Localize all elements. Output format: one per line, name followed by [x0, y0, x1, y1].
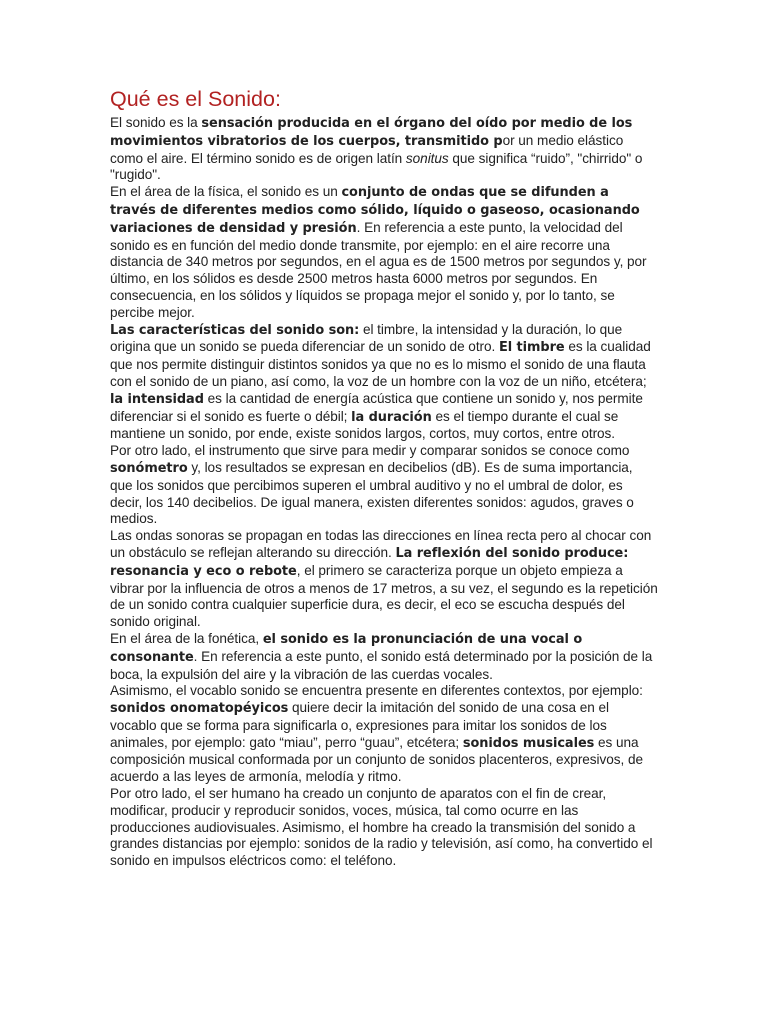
bold-text: la intensidad: [110, 391, 204, 407]
text-run: es la cantidad de energía acústica que contiene un sonido y, nos permite diferenciar si el sonido es fuerte o débil;: [110, 390, 643, 424]
bold-text: El timbre: [499, 340, 565, 356]
bold-text: sonómetro: [110, 460, 188, 476]
text-run: es una composición musical conformada por un conjunto de sonidos placenteros, expresivos, de acuerdo a las leyes de armonía, melodía y ritmo.: [110, 734, 644, 785]
text-run: es la cualidad que nos permite distinguir distintos sonidos ya que no es lo mismo el sonido de una flauta con el sonido de un piano, así como, la voz de un hombre con la voz de un niño, etcétera;: [110, 339, 651, 389]
text-run: el timbre, la intensidad y la duración, lo que origina que un sonido se pueda diferenciar de un sonido de otro.: [110, 321, 623, 355]
text-run: En el área de la física, el sonido es un: [110, 184, 342, 200]
bold-text: el sonido es la pronunciación de una vocal o consonante: [110, 631, 583, 665]
italic-text: sonitus: [405, 150, 449, 166]
text-run: Asimismo, el vocablo sonido se encuentra presente en diferentes contextos, por ejemplo:: [110, 683, 643, 699]
text-run: Por otro lado, el ser humano ha creado un conjunto de aparatos con el fin de crear, modificar, producir y reproducir sonidos, voces, música, tal como ocurre en las producciones audiovisuales. Asimismo, el hombre ha creado la transmisión del sonido a grandes distancias por ejemplo: sonidos de la radio y televisión, así como, ha convertido el sonido en impulsos eléctricos como: el teléfono.: [110, 786, 653, 869]
bold-text: sensación producida en el órgano del oído por medio de los movimientos vibratorios de los cuerpos, transmitido p: [110, 116, 633, 149]
text-run: y, los resultados se expresan en decibelios (dB). Es de suma importancia, que los sonidos que percibimos superen el umbral auditivo y no el umbral de dolor, es decir, los 140 decibelios. De igual manera, existen diferentes sonidos: agudos, graves o medios.: [110, 459, 634, 527]
text-run: Por otro lado, el instrumento que sirve para medir y comparar sonidos se conoce como: [110, 443, 630, 459]
paragraph-contexts: [110, 683, 658, 786]
paragraph-sonometer: [110, 443, 658, 528]
document-body: [110, 115, 658, 870]
text-run: Las ondas sonoras se propagan en todas las direcciones en línea recta pero al chocar con un obstáculo se reflejan alterando su dirección.: [110, 528, 652, 560]
text-run: En el área de la fonética,: [110, 630, 263, 646]
bold-text: Las características del sonido son:: [110, 322, 360, 338]
text-run: quiere decir la imitación del sonido de una cosa en el vocablo que se forma para significarla o, expresiones para imitar los sonidos de los animales, por ejemplo: gato “miau”, perro “guau”, etcétera;: [110, 700, 609, 750]
paragraph-devices: [110, 786, 658, 870]
text-run: es el tiempo durante el cual se mantiene un sonido, por ende, existe sonidos largos, cortos, muy cortos, entre otros.: [110, 408, 619, 442]
paragraph-reflection: [110, 528, 658, 631]
bold-text: La reflexión del sonido produce: resonancia y eco o rebote: [110, 545, 629, 579]
text-run: . En referencia a este punto, la velocidad del sonido es en función del medio donde transmite, por ejemplo: en el aire recorre una distancia de 340 metros por segundos, en el agua es de 1500 metros por segundos y, por último, en los sólidos es desde 2500 metros hasta 6000 metros por segundos. En consecuencia, en los sólidos y líquidos se propaga mejor el sonido y, por lo tanto, se percibe mejor.: [110, 219, 647, 320]
bold-text: sonidos musicales: [462, 735, 595, 751]
text-run: que significa “ruido”, "chirrido" o "rugido".: [110, 150, 643, 183]
paragraph-characteristics: [110, 322, 658, 444]
paragraph-definition: [110, 115, 658, 184]
text-run: or un medio elástico como el aire. El término sonido es de origen latín: [110, 132, 624, 166]
text-run: , el primero se caracteriza porque un objeto empieza a vibrar por la influencia de otros a menos de 17 metros, a su vez, el segundo es la repetición de un sonido contra cualquier superficie dura, es decir, el eco se escucha después del sonido original.: [110, 562, 658, 630]
text-run: . En referencia a este punto, el sonido está determinado por la posición de la boca, la expulsión del aire y la vibración de las cuerdas vocales.: [110, 648, 653, 682]
text-run: El sonido es la: [110, 115, 202, 130]
document-page: [110, 86, 658, 870]
paragraph-physics: [110, 184, 658, 321]
page-title: Qué es el Sonido:: [110, 87, 281, 111]
bold-text: sonidos onomatopéyicos: [110, 701, 289, 717]
paragraph-phonetics: [110, 631, 658, 683]
bold-text: la duración: [351, 409, 432, 425]
bold-text: conjunto de ondas que se difunden a través de diferentes medios como sólido, líquido o gaseoso, ocasionando variaciones de densidad y presión: [110, 185, 640, 236]
